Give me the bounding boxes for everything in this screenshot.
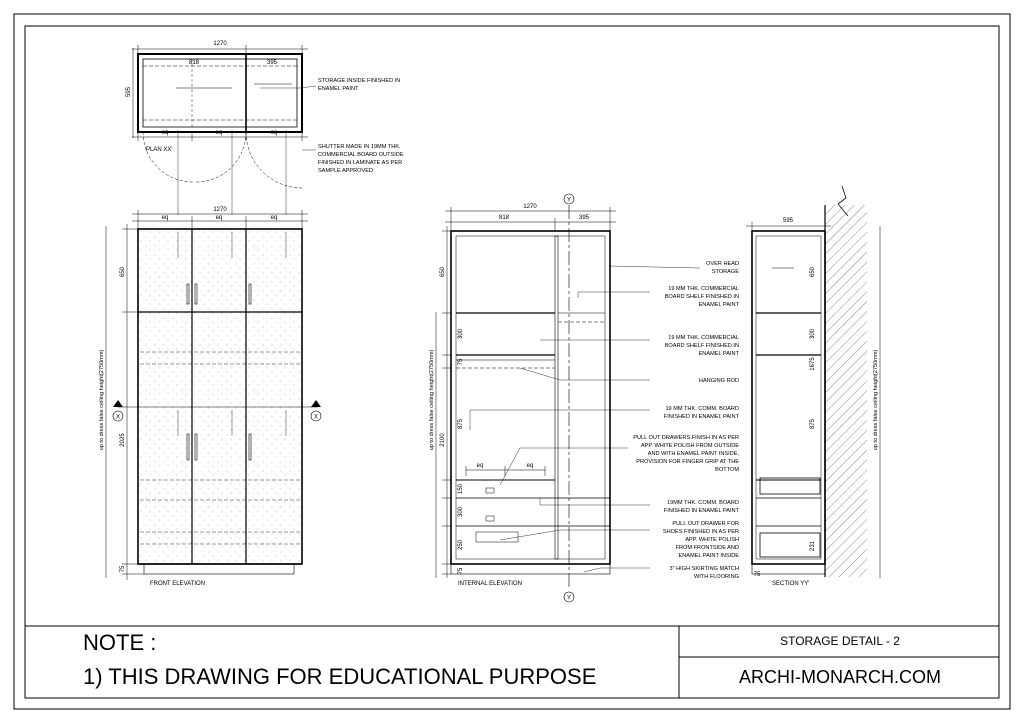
note-shelf2-2: BOARD SHELF FINISHED IN [664, 343, 739, 349]
section-title: SECTION YY' [772, 581, 810, 587]
internal-section-mark-top: Y [566, 197, 572, 204]
note-shoes-1: PULL OUT DRAWER FOR [672, 521, 739, 527]
note-board1-2: FINISHED IN ENAMEL PAINT [663, 414, 739, 420]
section-dim-3: 1675 [810, 357, 816, 371]
front-eq-2: eq [215, 215, 223, 221]
note-board2-2: FINISHED IN ENAMEL PAINT [663, 508, 739, 514]
note-shoes-3: APP. WHITE POLISH [685, 537, 739, 543]
section-dim-5: 231 [810, 540, 816, 552]
plan-note-shutter-1: SHUTTER MADE IN 19MM THK. [318, 144, 401, 150]
plan-view [132, 45, 316, 215]
plan-width-dim: 1270 [213, 41, 227, 47]
section-view [746, 186, 880, 578]
note-skirting-1: 3" HIGH SKIRTING MATCH [669, 566, 739, 572]
front-section-mark-left: X [115, 414, 121, 421]
section-dim-4: 875 [810, 418, 816, 430]
annotation-notes [633, 261, 739, 580]
note-hanging-rod: HANGING ROD [698, 378, 739, 384]
note-drawers-4: PROVISION FOR FINGER GRIP AT THE [636, 459, 739, 465]
note-shoes-2: SHOES FINISHED IN AS PER [662, 529, 739, 535]
internal-elevation [436, 194, 700, 602]
plan-note-shutter-2: COMMERCIAL BOARD OUTSIDE [318, 152, 404, 158]
note-shelf1-3: ENAMEL PAINT [698, 302, 739, 308]
plan-note-storage-2: ENAMEL PAINT [318, 86, 359, 92]
note-shoes-4: FROM FRONTSIDE AND [675, 545, 739, 551]
internal-eq-2: eq [526, 463, 534, 469]
note-board1-1: 19 MM THK. COMM. BOARD [665, 406, 739, 412]
plan-eq-3: eq [270, 130, 278, 136]
website-label: ARCHI-MONARCH.COM [739, 667, 941, 687]
internal-width-dim: 1270 [523, 204, 537, 210]
section-height-note: up to dress false ceiling height(2750mm) [873, 349, 879, 451]
internal-dim-6: 300 [458, 506, 464, 518]
internal-total-dim: 2100 [440, 433, 446, 447]
internal-dim-3: 75 [458, 358, 464, 366]
front-elevation [106, 210, 321, 580]
note-drawers-5: BOTTOM [715, 467, 739, 473]
internal-title: INTERNAL ELEVATION [458, 581, 522, 587]
plan-note-storage-1: STORAGE INSIDE FINISHED IN [318, 78, 401, 84]
front-dim-top: 650 [120, 266, 126, 278]
internal-right-dim: 395 [578, 215, 590, 221]
note-skirting-2: WITH FLOORING [693, 574, 739, 580]
note-overhead-2: STORAGE [711, 269, 739, 275]
plan-eq-1: eq [161, 130, 169, 136]
note-heading: NOTE : [83, 630, 157, 655]
plan-note-shutter-3: FINISHED IN LAMINATE AS PER [318, 160, 403, 166]
drawing-title: STORAGE DETAIL - 2 [780, 634, 900, 648]
internal-eq-1: eq [476, 463, 484, 469]
note-drawers-3: AND WITH ENAMEL PAINT INSIDE, [647, 451, 739, 457]
note-drawers-1: PULL OUT DRAWERS FINISH IN AS PER [633, 435, 739, 441]
section-dim-1: 650 [810, 266, 816, 278]
front-width-dim: 1270 [213, 207, 227, 213]
internal-dim-4: 875 [458, 418, 464, 430]
front-dim-plinth: 75 [120, 565, 126, 573]
plan-right-dim: 395 [266, 60, 278, 66]
note-shelf2-1: 19 MM THK. COMMERCIAL [668, 335, 739, 341]
front-height-note: up to dress false ceiling height(2750mm) [99, 349, 105, 451]
internal-left-dim: 818 [498, 215, 510, 221]
note-line: 1) THIS DRAWING FOR EDUCATIONAL PURPOSE [83, 664, 597, 689]
internal-dim-5: 150 [458, 483, 464, 495]
note-drawers-2: APP. WHITE POLISH FROM OUTSIDE [640, 443, 739, 449]
internal-section-mark-bottom: Y [566, 595, 572, 602]
note-shelf2-3: ENAMEL PAINT [698, 351, 739, 357]
plan-note-shutter-4: SAMPLE APPROVED [318, 168, 374, 174]
plan-title: PLAN XX' [146, 147, 173, 153]
front-title: FRONT ELEVATION [150, 581, 206, 587]
front-section-mark-right: X [313, 414, 319, 421]
internal-height-note: up to dress false ceiling height(2750mm) [429, 349, 435, 451]
plan-depth-dim: 595 [126, 86, 132, 98]
internal-dim-1: 650 [440, 266, 446, 278]
internal-dim-2: 300 [458, 328, 464, 340]
note-shelf1-1: 19 MM THK. COMMERCIAL [668, 286, 739, 292]
section-plinth-dim: 75 [753, 572, 761, 578]
section-dim-2: 300 [810, 328, 816, 340]
note-shelf1-2: BOARD SHELF FINISHED IN [664, 294, 739, 300]
front-dim-main: 2025 [120, 433, 126, 447]
note-overhead-1: OVER HEAD [706, 261, 739, 267]
front-eq-3: eq [270, 215, 278, 221]
internal-dim-8: 75 [458, 567, 464, 575]
plan-eq-2: eq [215, 130, 223, 136]
front-eq-1: eq [161, 215, 169, 221]
section-depth-dim: 595 [782, 218, 794, 224]
note-board2-1: 19MM THK. COMM. BOARD [666, 500, 739, 506]
note-shoes-5: ENAMEL PAINT INSIDE [678, 553, 739, 559]
internal-dim-7: 250 [458, 539, 464, 551]
plan-left-dim: 818 [188, 60, 200, 66]
